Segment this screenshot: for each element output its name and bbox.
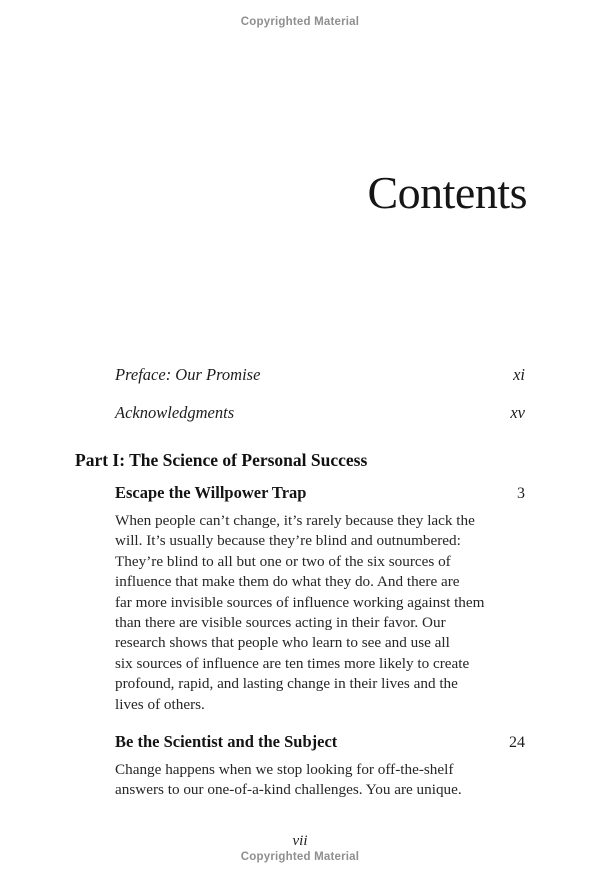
chapter-page-number: 24 [509,734,525,751]
copyright-notice-bottom: Copyrighted Material [240,851,360,863]
toc-entry-chapter-2 [115,731,525,753]
toc-entry-acknowledgments [115,402,525,423]
chapter-summary: Change happens when we stop looking for off-the-shelf answers to our one-of-a-kind challenges. You are unique. [115,761,462,799]
toc-entry-page-number: xi [513,365,525,384]
toc-entry-chapter-1 [115,482,525,504]
chapter-page-number: 3 [517,485,525,502]
chapter-title: Be the Scientist and the Subject [115,732,338,751]
chapter-title: Escape the Willpower Trap [115,483,307,502]
toc-entry-title: Preface: Our Promise [115,365,261,384]
toc-entry-preface [115,364,525,385]
toc-entry-title: Acknowledgments [115,403,235,422]
toc-entry-page-number: xv [510,403,525,422]
copyright-notice-top: Copyrighted Material [240,16,360,28]
chapter-summary: When people can’t change, it’s rarely because they lack the will. It’s usually because they’re blind and outnumbered: They’re blind to all but one or two of the six sources of influence that make them do what they do. And there are far more invisible sources of influence working against them than there are visible sources acting in their favor. Our research shows that people who learn to see and use all six sources of influence are ten times more likely to create profound, rapid, and lasting change in their lives and the lives of others. [115,512,485,713]
folio-page-number: vii [292,833,308,849]
page-title: Contents [367,167,527,218]
part-heading: Part I: The Science of Personal Success [75,450,368,470]
